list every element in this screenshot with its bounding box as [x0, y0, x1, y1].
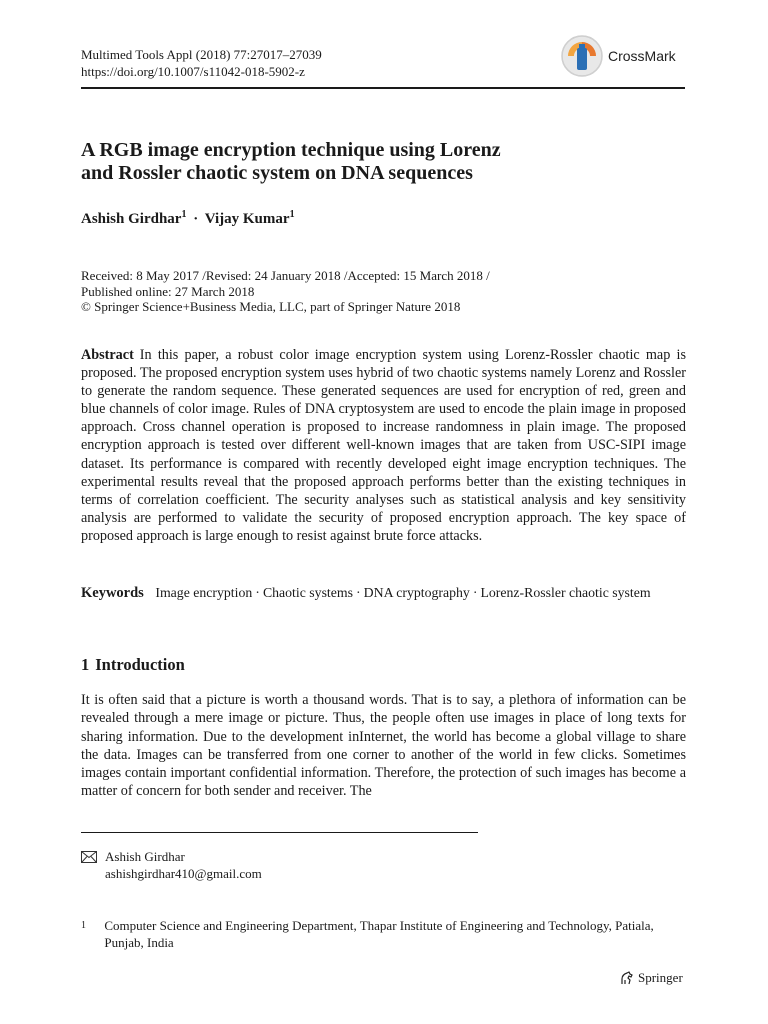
keywords-block [81, 583, 686, 603]
header-divider [81, 87, 685, 89]
abstract-text: In this paper, a robust color image encryption system using Lorenz-Rossler chaotic map is proposed. The proposed encryption system uses hybrid of two chaotic systems namely Lorenz and Rossler to generate the random sequence. These generated sequences are used for encryption of red, green and blue channels of color image. Rules of DNA cryptosystem are used to encode the plain image in proposed approach. Cross channel operation is proposed to increase randomness in plain image. The proposed encryption approach is tested over different well-known images that are taken from USC-SIPI image dataset. Its performance is compared with recently developed eight image encryption techniques. The experimental results reveal that the proposed approach performs better than the existing techniques in terms of correlation coefficient. The security analyses such as statistical analysis and key sensitivity analysis are performed to validate the security of proposed encryption approach. The key space of proposed approach is large enough to resist against brute force attacks. [81, 347, 686, 544]
keyword: Chaotic systems [262, 585, 353, 600]
publisher-logo [619, 970, 683, 986]
author-name[interactable]: Ashish Girdhar [81, 211, 182, 227]
revised-date: Revised: 24 January 2018 / [205, 268, 348, 283]
footnote-divider [81, 832, 478, 833]
published-date: Published online: 27 March 2018 [81, 283, 255, 299]
keyword-separator: · [255, 586, 260, 601]
keyword-separator: · [356, 586, 361, 601]
corresponding-email[interactable]: ashishgirdhar410@gmail.com [105, 865, 262, 881]
author-separator: · [193, 211, 199, 227]
copyright-line: © Springer Science+Business Media, LLC, part of Springer Nature 2018 [81, 299, 461, 314]
paper-title [81, 139, 681, 185]
journal-citation [81, 46, 322, 80]
corresponding-author: Ashish Girdhar [105, 849, 185, 864]
correspondence-note [81, 849, 262, 882]
keyword: Image encryption [155, 585, 253, 600]
section-heading-introduction [81, 655, 185, 675]
affiliation-text: Computer Science and Engineering Department, Thapar Institute of Engineering and Technology, Patiala, Punjab, India [104, 918, 654, 950]
envelope-icon [81, 849, 105, 882]
author-name[interactable]: Vijay Kumar [204, 211, 290, 227]
author-list [81, 209, 295, 228]
crossmark-badge[interactable] [560, 34, 676, 78]
keyword-separator: · [472, 586, 478, 601]
received-date: Received: 8 May 2017 / [81, 268, 206, 283]
affiliation-number: 1 [81, 920, 86, 931]
keywords-label: Keywords [81, 585, 144, 601]
keyword: Lorenz-Rossler chaotic system [480, 585, 651, 600]
section-number: 1 [81, 655, 90, 674]
publisher-name: Springer [638, 970, 683, 985]
article-history [81, 268, 685, 315]
journal-line: Multimed Tools Appl (2018) 77:27017–27039 [81, 47, 322, 62]
title-line: A RGB image encryption technique using Lorenz [81, 139, 501, 161]
author-affil-ref: 1 [181, 209, 187, 220]
springer-horse-icon [619, 971, 635, 985]
abstract-block [81, 346, 686, 545]
crossmark-icon [560, 34, 604, 78]
affiliation-footnote [81, 917, 686, 951]
section-title: Introduction [95, 655, 185, 674]
abstract-label: Abstract [81, 347, 134, 363]
author-affil-ref: 1 [289, 209, 295, 220]
title-line: and Rossler chaotic system on DNA sequences [81, 162, 473, 184]
introduction-paragraph: It is often said that a picture is worth a thousand words. That is to say, a plethora of information can be revealed through a mere image or picture. Thus, the people often use images in place of long texts for sharing information. Due to the development inInternet, the world has become a global village to share the data. Images can be transferred from one corner to another of the world in few clicks. Sometimes images contain important confidential information. Therefore, the protection of such images has become a matter of concern for both sender and receiver. The [81, 692, 686, 800]
crossmark-label: CrossMark [608, 48, 676, 64]
accepted-date: Accepted: 15 March 2018 / [347, 268, 490, 283]
keyword: DNA cryptography [363, 585, 470, 600]
doi-link[interactable]: https://doi.org/10.1007/s11042-018-5902-z [81, 64, 305, 79]
